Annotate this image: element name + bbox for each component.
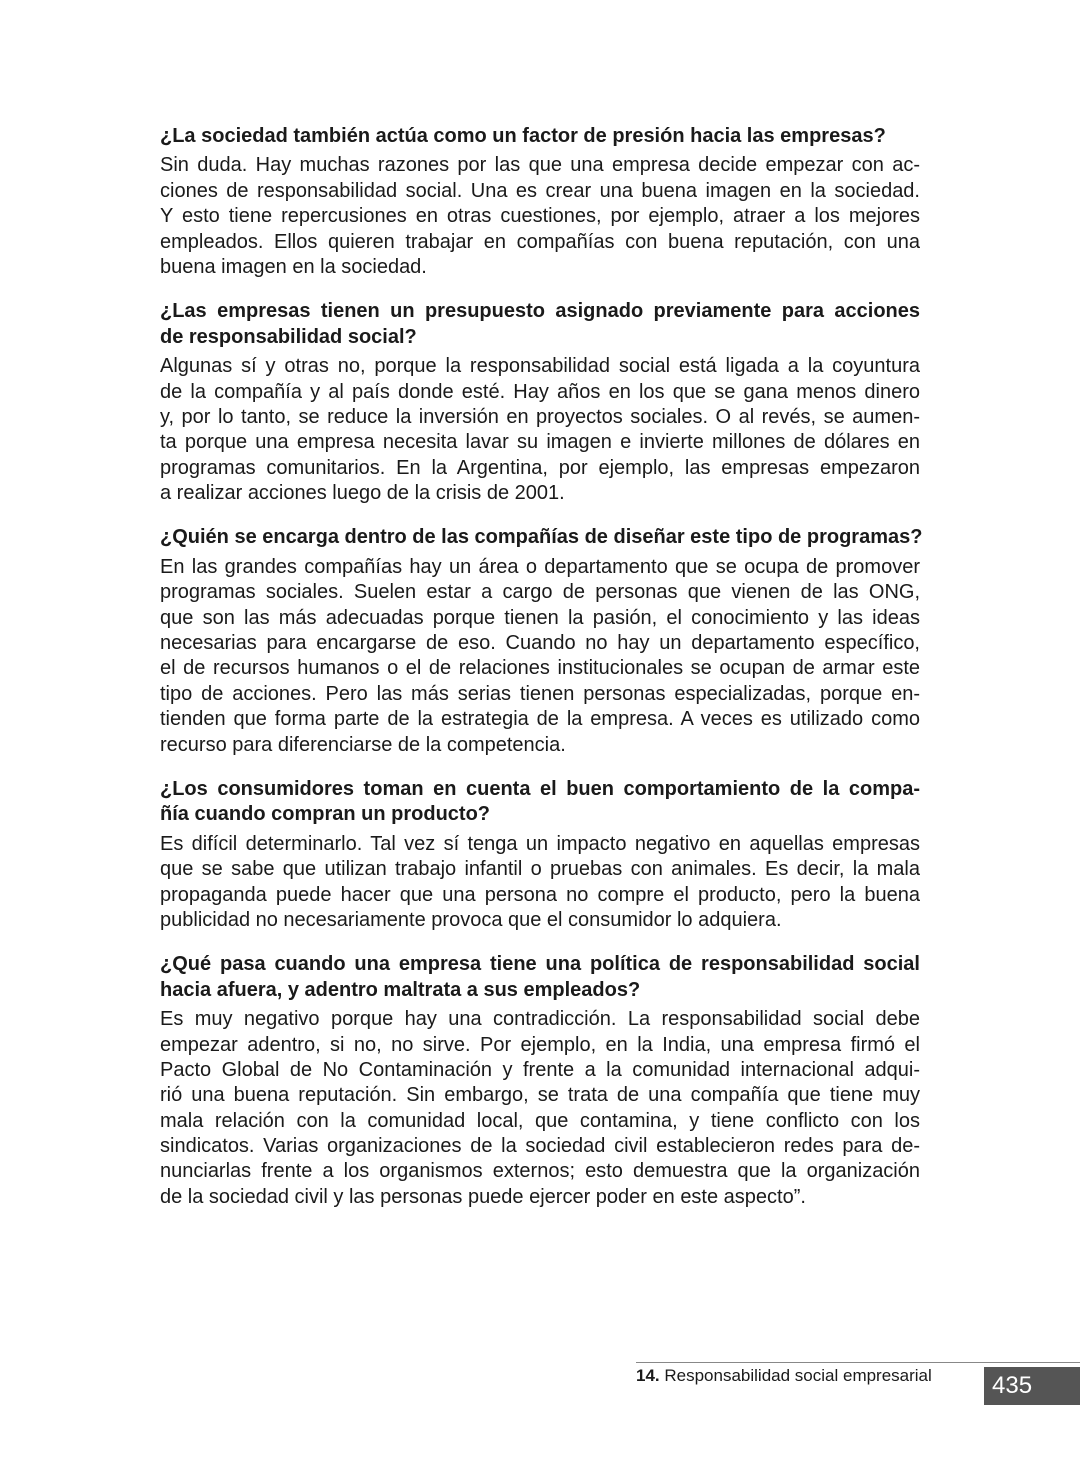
question-heading-line: hacia afuera, y adentro maltrata a sus empleados? xyxy=(160,978,641,1001)
page-number: 435 xyxy=(984,1367,1080,1405)
answer-paragraph-line: programas comunitarios. En la Argentina, por ejemplo, las empresas empezaron xyxy=(160,456,920,479)
answer-paragraph-line: rió una buena reputación. Sin embargo, se trata de una compañía que tiene muy xyxy=(160,1084,920,1107)
answer-paragraph-line: Es difícil determinarlo. Tal vez sí tenga un impacto negativo en aquellas empresas xyxy=(160,832,920,855)
answer-paragraph-line: Pacto Global de No Contaminación y frente a la comunidad internacional adqui- xyxy=(160,1058,920,1081)
answer-paragraph-line: Sin duda. Hay muchas razones por las que una empresa decide empezar con ac- xyxy=(160,154,920,177)
question-heading xyxy=(160,777,920,828)
answer-paragraph-line: recurso para diferenciarse de la competencia. xyxy=(160,733,566,756)
qa-section xyxy=(160,525,923,758)
qa-section xyxy=(160,299,920,506)
answer-paragraph-line: tienden que forma parte de la estrategia de la empresa. A veces es utilizado como xyxy=(160,708,920,731)
answer-paragraph-line: necesarias para encargarse de eso. Cuando no hay un departamento específico, xyxy=(160,632,920,655)
question-heading xyxy=(160,952,920,1003)
answer-paragraph-line: Es muy negativo porque hay una contradicción. La responsabilidad social debe xyxy=(160,1008,920,1031)
answer-paragraph xyxy=(160,1007,920,1210)
question-heading-line: de responsabilidad social? xyxy=(160,325,417,348)
qa-section xyxy=(160,777,920,933)
answer-paragraph-line: publicidad no necesariamente provoca que el consumidor lo adquiera. xyxy=(160,908,782,931)
answer-paragraph-line: Algunas sí y otras no, porque la responsabilidad social está ligada a la coyuntura xyxy=(160,355,920,378)
question-heading-line: ¿Qué pasa cuando una empresa tiene una política de responsabilidad social xyxy=(160,953,920,976)
question-heading-line: ñía cuando compran un producto? xyxy=(160,803,490,826)
answer-paragraph-line: y, por lo tanto, se reduce la inversión en proyectos sociales. O al revés, se aumen- xyxy=(160,405,920,428)
answer-paragraph-line: tipo de acciones. Pero las más serias tienen personas especializadas, porque en- xyxy=(160,682,920,705)
chapter-number: 14. xyxy=(636,1366,660,1385)
answer-paragraph-line: sindicatos. Varias organizaciones de la sociedad civil establecieron redes para de- xyxy=(160,1135,920,1158)
question-heading xyxy=(160,299,920,350)
answer-paragraph-line: el de recursos humanos o el de relaciones institucionales se ocupan de armar este xyxy=(160,657,920,680)
answer-paragraph xyxy=(160,555,920,758)
question-heading-line: ¿La sociedad también actúa como un factor de presión hacia las empresas? xyxy=(160,125,886,147)
qa-section xyxy=(160,124,920,280)
answer-paragraph xyxy=(160,832,920,934)
answer-paragraph-line: buena imagen en la sociedad. xyxy=(160,255,427,278)
chapter-footer xyxy=(636,1366,932,1386)
answer-paragraph-line: empleados. Ellos quieren trabajar en compañías con buena reputación, con una xyxy=(160,230,920,253)
answer-paragraph-line: nunciarlas frente a los organismos externos; esto demuestra que la organización xyxy=(160,1160,920,1183)
answer-paragraph xyxy=(160,153,920,280)
question-heading-line: ¿Quién se encarga dentro de las compañías de diseñar este tipo de programas? xyxy=(160,526,923,549)
question-heading-line: ¿Los consumidores toman en cuenta el buen comportamiento de la compa- xyxy=(160,777,920,800)
answer-paragraph-line: En las grandes compañías hay un área o departamento que se ocupa de promover xyxy=(160,555,920,578)
answer-paragraph-line: empezar adentro, si no, no sirve. Por ejemplo, en la India, una empresa firmó el xyxy=(160,1033,920,1056)
question-heading xyxy=(160,525,923,550)
answer-paragraph-line: de la compañía y al país donde esté. Hay años en los que se gana menos dinero xyxy=(160,380,920,403)
qa-section xyxy=(160,952,920,1210)
question-heading xyxy=(160,124,920,149)
answer-paragraph-line: de la sociedad civil y las personas puede ejercer poder en este aspecto”. xyxy=(160,1185,806,1208)
answer-paragraph-line: a realizar acciones luego de la crisis de 2001. xyxy=(160,482,565,505)
answer-paragraph-line: ciones de responsabilidad social. Una es crear una buena imagen en la sociedad. xyxy=(160,179,920,202)
answer-paragraph-line: que son las más adecuadas porque tienen la pasión, el conocimiento y las ideas xyxy=(160,606,920,629)
question-heading-line: ¿Las empresas tienen un presupuesto asignado previamente para acciones xyxy=(160,300,920,323)
chapter-title: Responsabilidad social empresarial xyxy=(664,1366,932,1385)
answer-paragraph-line: Y esto tiene repercusiones en otras cuestiones, por ejemplo, atraer a los mejores xyxy=(160,205,920,228)
answer-paragraph-line: programas sociales. Suelen estar a cargo de personas que vienen de las ONG, xyxy=(160,581,920,604)
answer-paragraph-line: mala relación con la comunidad local, que contamina, y tiene conflicto con los xyxy=(160,1109,920,1132)
footer-divider xyxy=(636,1362,1080,1363)
answer-paragraph-line: propaganda puede hacer que una persona no compre el producto, pero la buena xyxy=(160,883,920,906)
answer-paragraph xyxy=(160,354,920,506)
article-body xyxy=(160,124,923,1229)
answer-paragraph-line: ta porque una empresa necesita lavar su imagen e invierte millones de dólares en xyxy=(160,431,920,454)
answer-paragraph-line: que se sabe que utilizan trabajo infantil o pruebas con animales. Es decir, la mala xyxy=(160,858,920,881)
